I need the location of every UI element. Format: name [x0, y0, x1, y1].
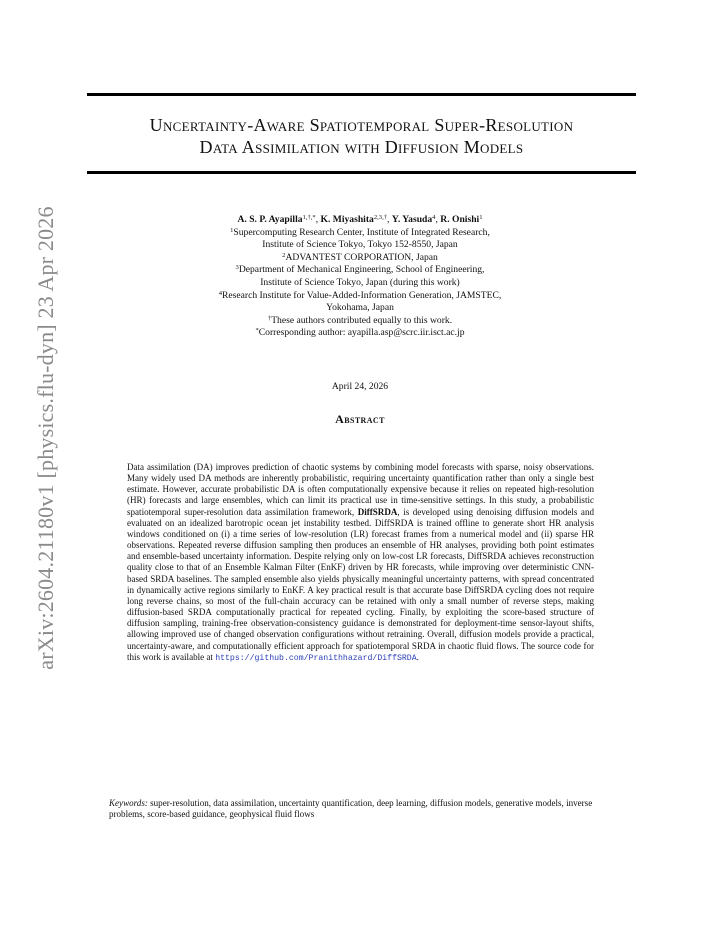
affiliation-4: $^4$Research Institute for Value-Added-Information Generation, JAMSTEC,: [218, 289, 502, 301]
publication-date: April 24, 2026: [331, 381, 389, 392]
keywords: [109, 798, 614, 820]
author-list: A. S. P. Ayapilla$^{1,\dagger,*}$, K. Miyashita$^{2,3,\dagger}$, Y. Yasuda$^4$, R. Onishi$^1$: [237, 214, 483, 225]
affiliation-3: $^3$Department of Mechanical Engineering, School of Engineering,: [235, 264, 485, 276]
author-name: A. S. P. Ayapilla: [237, 214, 303, 225]
author-affiliation-mark: 4: [432, 214, 436, 221]
title-line-2: Data Assimilation with Diffusion Models: [199, 137, 524, 157]
paper-title: [87, 114, 636, 158]
title-line-1: Uncertainty-Aware Spatiotemporal Super-Resolution: [149, 115, 574, 135]
author-affiliation-mark: 2,3,†: [373, 214, 388, 221]
abstract-heading: Abstract: [335, 412, 385, 426]
affiliation-4-cont: Yokohama, Japan: [326, 302, 394, 314]
keywords-label: Keywords:: [109, 798, 148, 808]
method-name: DiffSRDA: [357, 506, 398, 517]
author-name: K. Miyashita: [320, 214, 374, 225]
title-top-rule: [87, 93, 636, 96]
keywords-list: super-resolution, data assimilation, uncertainty quantification, deep learning, diffusion models, generative models, inverse problems, score-based guidance, geophysical fluid flows: [109, 798, 593, 820]
arxiv-identifier-stamp: arXiv:2604.21180v1 [physics.flu-dyn] 23 Apr 2026: [33, 206, 58, 670]
corresponding-author-note: *Corresponding author: ayapilla.asp@scrc.iir.isct.ac.jp: [255, 327, 465, 339]
affiliation-1-cont: Institute of Science Tokyo, Tokyo 152-8550, Japan: [262, 239, 458, 251]
source-code-link[interactable]: https://github.com/Pranithhazard/DiffSRDA: [215, 653, 417, 663]
author-name: R. Onishi: [440, 214, 480, 225]
author-affiliation-mark: 1: [479, 214, 483, 221]
author-name: Y. Yasuda: [391, 214, 433, 225]
equal-contribution-note: †These authors contributed equally to this work.: [267, 314, 453, 326]
affiliation-1: $^1$Supercomputing Research Center, Institute of Integrated Research,: [230, 226, 490, 238]
affiliation-2: $^2$ADVANTEST CORPORATION, Japan: [282, 251, 438, 263]
title-bottom-rule: [87, 171, 636, 174]
affiliation-3-cont: Institute of Science Tokyo, Japan (during this work): [260, 276, 460, 288]
abstract-body: Data assimilation (DA) improves prediction of chaotic systems by combining model forecasts with sparse, noisy observations. Many widely used DA methods are inherently probabilistic, requiring uncertainty quantification rather than only a single best estimate. However, accurate probabilistic DA is often computationally expensive because it relies on repeated high-resolution (HR) forecasts and large ensembles, which can limit its practical use in time-sensitive settings. In this study, a probabilistic spatiotemporal super-resolution data assimilation framework, DiffSRDA, is developed using denoising diffusion models and evaluated on an idealized barotropic ocean jet instability testbed. DiffSRDA is trained offline to generate short HR analysis windows conditioned on (i) a time series of low-resolution (LR) forecast frames from a numerical model and (ii) sparse HR observations. Repeated reverse diffusion sampling then produces an ensemble of HR analyses, providing both point estimates and ensemble-based uncertainty information. Despite relying only on low-cost LR forecasts, DiffSRDA achieves reconstruction quality close to that of an Ensemble Kalman Filter (EnKF) driven by HR forecasts, while improving over deterministic CNN-based SRDA baselines. The sampled ensemble also yields physically meaningful uncertainty patterns, with spread concentrated in dynamically active regions similarly to EnKF. A key practical result is that accurate base DiffSRDA cycling does not require long reverse chains, so most of the full-chain accuracy can be retained with only a small number of reverse steps, making diffusion-based SRDA computationally practical for repeated cycling. Finally, by exploiting the score-based structure of diffusion sampling, training-free observation-consistency guidance is demonstrated for deployment-time sensor-layout shifts, allowing improved use of changed observation configurations without retraining. Overall, diffusion models provide a practical, uncertainty-aware, and computationally efficient approach for spatiotemporal SRDA in chaotic fluid flows. The source code for this work is available at https://github.com/Pranithhazard/DiffSRDA.: [127, 462, 594, 663]
author-affiliation-mark: 1,†,*: [302, 214, 316, 221]
author-block: [110, 214, 610, 340]
